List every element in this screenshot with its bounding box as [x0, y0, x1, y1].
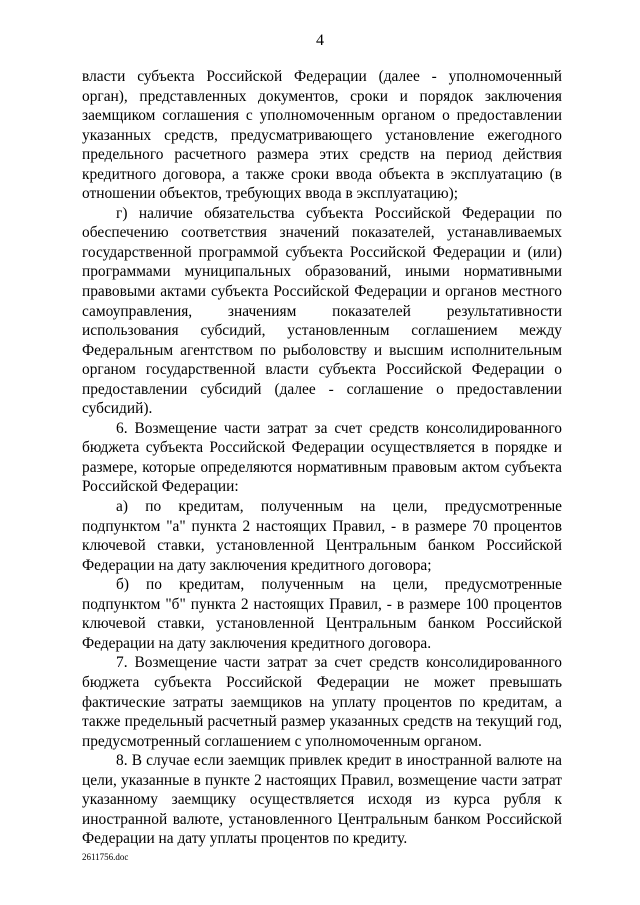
- paragraph-6-item-a: а) по кредитам, полученным на цели, предусмотренные подпунктом "а" пункта 2 настоящих Правил, - в размере 70 процентов ключевой ставки, установленной Центральным банком Российской Федерации на дату заключения кредитного договора;: [82, 498, 562, 574]
- paragraph-item-g: г) наличие обязательства субъекта Российской Федерации по обеспечению соответствия значений показателей, устанавливаемых государственной программой субъекта Российской Федерации и (или) программами муниципальных образований, иными нормативными правовыми актами субъекта Российской Федерации и органов местного самоуправления, значениям показателей результативности использования субсидий, установленным соглашением между Федеральным агентством по рыболовству и высшим исполнительным органом государственной власти субъекта Российской Федерации о предоставлении субсидий (далее - соглашение о предоставлении субсидий).: [82, 204, 562, 418]
- paragraph-continuation: власти субъекта Российской Федерации (далее - уполномоченный орган), представленных документов, сроки и порядок заключения заемщиком соглашения с уполномоченным органом о предоставлении указанных средств, предусматривающего установление ежегодного предельного расчетного размера этих средств на период действия кредитного договора, а также сроки ввода объекта в эксплуатацию (в отношении объектов, требующих ввода в эксплуатацию);: [82, 68, 562, 203]
- paragraph-6: 6. Возмещение части затрат за счет средств консолидированного бюджета субъекта Российской Федерации осуществляется в порядке и размере, которые определяются нормативным правовым актом субъекта Российской Федерации:: [82, 419, 562, 496]
- paragraph-6-item-b: б) по кредитам, полученным на цели, предусмотренные подпунктом "б" пункта 2 настоящих Правил, - в размере 100 процентов ключевой ставки, установленной Центральным банком Российской Федерации на дату заключения кредитного договора.: [82, 576, 562, 652]
- document-footer-filename: 2611756.doc: [82, 852, 129, 862]
- document-body: [82, 67, 562, 849]
- paragraph-8: 8. В случае если заемщик привлек кредит в иностранной валюте на цели, указанные в пункте 2 настоящих Правил, возмещение части затрат указанному заемщику осуществляется исходя из курса рубля к иностранной валюте, установленного Центральным банком Российской Федерации на дату уплаты процентов по кредиту.: [82, 752, 562, 848]
- paragraph-7: 7. Возмещение части затрат за счет средств консолидированного бюджета субъекта Российской Федерации не может превышать фактические затраты заемщиков на уплату процентов по кредитам, а также предельный расчетный размер указанных средств на текущий год, предусмотренный соглашением с уполномоченным органом.: [82, 654, 562, 750]
- page-number: 4: [316, 32, 324, 49]
